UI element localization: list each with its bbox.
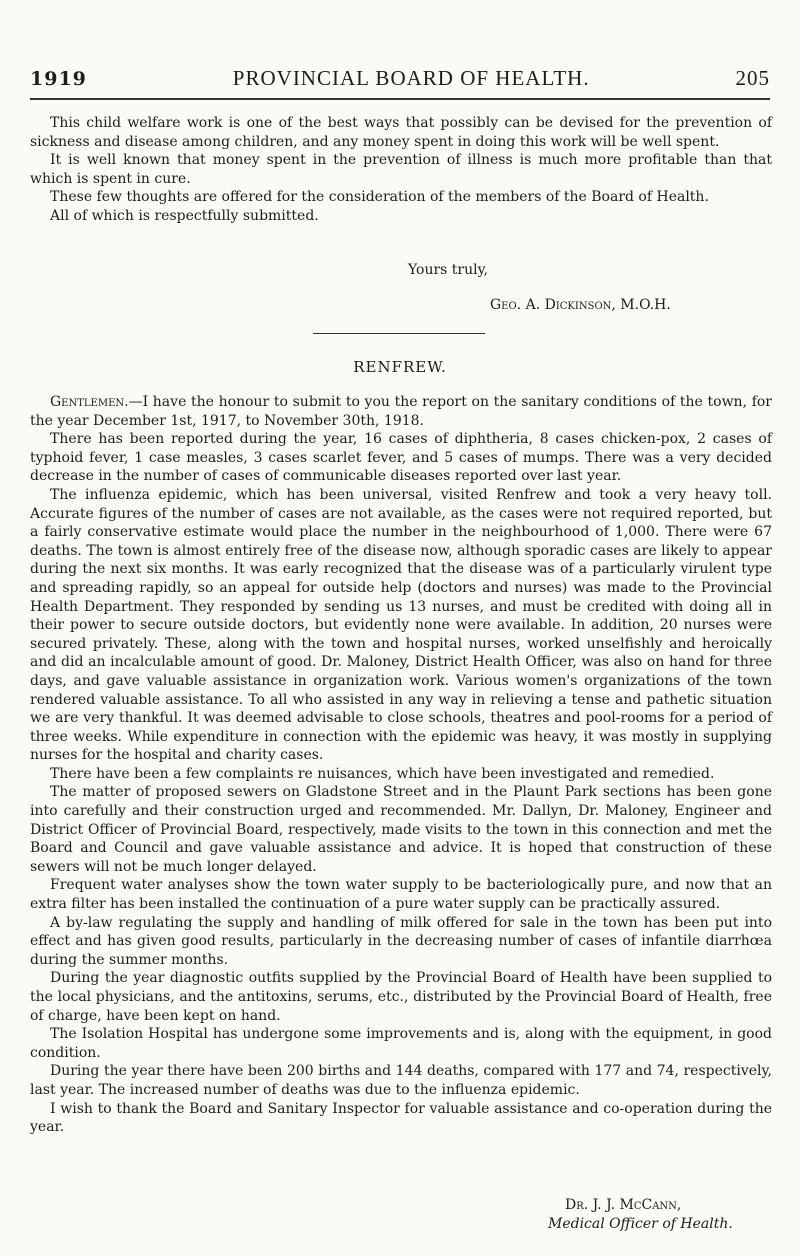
paragraph: The matter of proposed sewers on Gladstone Street and in the Plaunt Park sections has been gone into carefully and their construction urged and recommended. Mr. Dallyn, Dr. Maloney, Engineer and District Officer of Provincial Board, respectively, made visits to the town in this connection and met the Board and Council and gave valuable assistance and advice. It is hoped that construction of these sewers will not be much longer delayed. bbox=[30, 784, 772, 875]
section-body bbox=[30, 393, 772, 1137]
paragraph: It is well known that money spent in the prevention of illness is much more profitable than that which is spent in cure. bbox=[30, 152, 772, 187]
paragraph: All of which is respectfully submitted. bbox=[50, 207, 319, 224]
header-year: 1919 bbox=[30, 68, 87, 90]
paragraph: There has been reported during the year, 16 cases of diphtheria, 8 cases chicken-pox, 2 cases of typhoid fever, 1 case measles, 3 cases scarlet fever, and 5 cases of mumps. There was a very decided decrease in the number of cases of communicable diseases reported over last year. bbox=[30, 431, 772, 485]
paragraph: The Isolation Hospital has undergone some improvements and is, along with the equipment, in good condition. bbox=[30, 1026, 772, 1061]
signoff-closing: Yours truly, bbox=[408, 262, 489, 278]
paragraph bbox=[30, 393, 772, 430]
paragraph: These few thoughts are offered for the consideration of the members of the Board of Health. bbox=[50, 189, 709, 206]
paragraph: There have been a few complaints re nuisances, which have been investigated and remedied. bbox=[50, 765, 715, 782]
paragraph: During the year there have been 200 births and 144 deaths, compared with 177 and 74, respectively, last year. The increased number of deaths was due to the influenza epidemic. bbox=[30, 1063, 772, 1098]
salutation: Gentlemen. bbox=[50, 394, 129, 410]
intro-text bbox=[30, 114, 772, 226]
paragraph: Frequent water analyses show the town water supply to be bacteriologically pure, and now that an extra filter has been installed the continuation of a pure water supply can be practically assured. bbox=[30, 877, 772, 913]
signoff-name: Geo. A. Dickinson, M.O.H. bbox=[490, 297, 671, 313]
paragraph: This child welfare work is one of the best ways that possibly can be devised for the prevention of sickness and disease among children, and any money spent in doing this work will be well spent. bbox=[30, 115, 772, 150]
page-number: 205 bbox=[735, 66, 770, 90]
section-divider bbox=[313, 333, 485, 334]
header-title: PROVINCIAL BOARD OF HEALTH. bbox=[232, 66, 590, 90]
paragraph: The influenza epidemic, which has been universal, visited Renfrew and took a very heavy toll. Accurate figures of the number of cases are not available, as the cases were not required reported, but a fairly conservative estimate would place the number in the neighbourhood of 1,000. There were 67 deaths. The town is almost entirely free of the disease now, although sporadic cases are likely to appear during the next six months. It was early recognized that the disease was of a particularly virulent type and spreading rapidly, so an appeal for outside help (doctors and nurses) was made to the Provincial Health Department. They responded by sending us 13 nurses, and must be credited with doing all in their power to secure outside doctors, but evidently none were available. In addition, 20 nurses were secured privately. These, along with the town and hospital nurses, worked unselfishly and heroically and did an incalculable amount of good. Dr. Maloney, District Health Officer, was also on hand for three days, and gave valuable assistance in organization work. Various women's organizations of the town rendered valuable assistance. To all who assisted in any way in relieving a tense and pathetic situation we are very thankful. It was deemed advisable to close schools, theatres and pool-rooms for a period of three weeks. While expenditure in connection with the epidemic was heavy, it was mostly in supplying nurses for the hospital and charity cases. bbox=[30, 486, 772, 764]
running-header bbox=[30, 66, 770, 91]
paragraph-text: —I have the honour to submit to you the report on the sanitary conditions of the town, for the year December 1st, 1917, to November 30th, 1918. bbox=[30, 394, 772, 429]
paragraph: A by-law regulating the supply and handling of milk offered for sale in the town has been put into effect and has given good results, particularly in the decreasing number of cases of infantile diarrhœa during the summer months. bbox=[30, 914, 772, 968]
closing-name: Dr. J. J. McCann, bbox=[565, 1197, 682, 1213]
paragraph: During the year diagnostic outfits supplied by the Provincial Board of Health have been supplied to the local physicians, and the antitoxins, serums, etc., distributed by the Provincial Board of Health, free of charge, have been kept on hand. bbox=[30, 970, 772, 1024]
section-title: RENFREW. bbox=[353, 358, 447, 376]
header-rule bbox=[30, 98, 770, 100]
paragraph: I wish to thank the Board and Sanitary Inspector for valuable assistance and co-operation during the year. bbox=[30, 1100, 772, 1136]
closing-title: Medical Officer of Health. bbox=[548, 1216, 733, 1232]
